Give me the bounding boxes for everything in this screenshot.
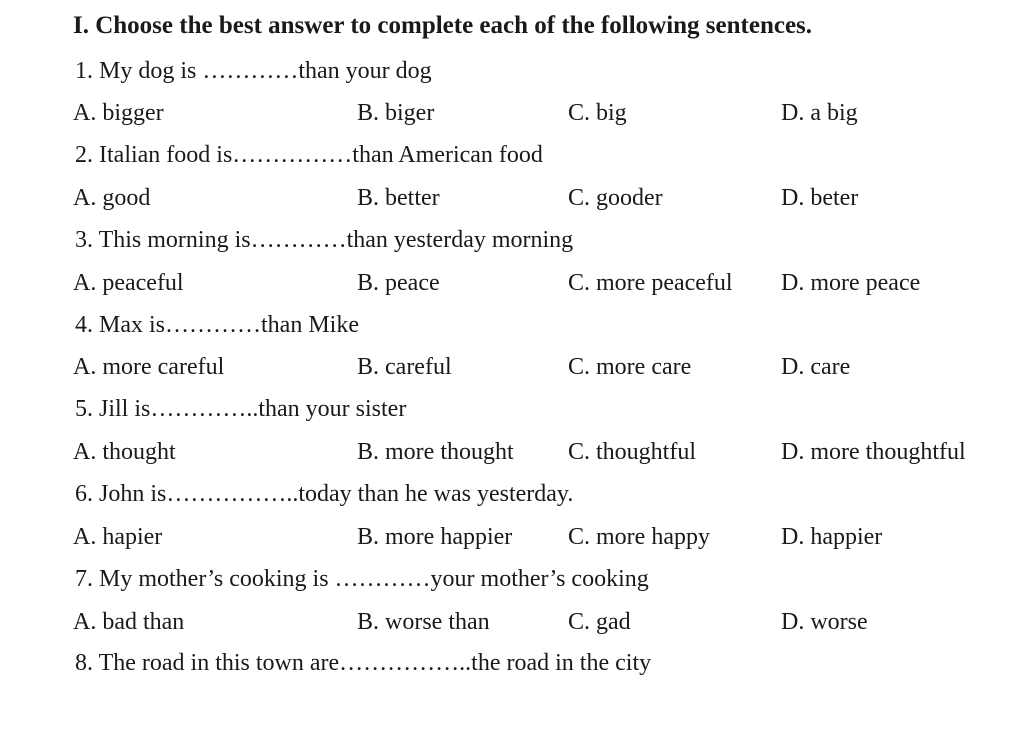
- question-2-option-d: D. beter: [781, 185, 859, 211]
- question-4: 4. Max is…………than Mike: [75, 312, 359, 338]
- question-2: 2. Italian food is……………than American food: [75, 142, 543, 168]
- question-7: 7. My mother’s cooking is …………your mother’s cooking: [75, 566, 649, 592]
- question-3-option-d: D. more peace: [781, 270, 921, 296]
- question-5-option-a: A. thought: [73, 439, 176, 465]
- question-1-option-b: B. biger: [357, 100, 435, 126]
- exercise-heading: I. Choose the best answer to complete each of the following sentences.: [73, 12, 813, 39]
- question-4-option-b: B. careful: [357, 354, 452, 380]
- question-2-option-b: B. better: [357, 185, 440, 211]
- question-6-option-a: A. hapier: [73, 524, 163, 550]
- question-7-option-b: B. worse than: [357, 609, 490, 635]
- question-2-option-c: C. gooder: [568, 185, 663, 211]
- question-4-option-a: A. more careful: [73, 354, 225, 380]
- question-6-option-c: C. more happy: [568, 524, 710, 550]
- question-5-option-b: B. more thought: [357, 439, 514, 465]
- question-5-option-c: C. thoughtful: [568, 439, 697, 465]
- question-3: 3. This morning is…………than yesterday morning: [75, 227, 574, 253]
- question-2-option-a: A. good: [73, 185, 151, 211]
- question-3-option-c: C. more peaceful: [568, 270, 733, 296]
- question-5: 5. Jill is…………..than your sister: [75, 396, 407, 422]
- question-1: 1. My dog is …………than your dog: [75, 58, 432, 84]
- question-6: 6. John is……………..today than he was yesterday.: [75, 481, 574, 507]
- question-6-option-b: B. more happier: [357, 524, 513, 550]
- question-1-option-d: D. a big: [781, 100, 858, 126]
- question-7-option-d: D. worse: [781, 609, 868, 635]
- question-6-option-d: D. happier: [781, 524, 883, 550]
- question-7-option-a: A. bad than: [73, 609, 185, 635]
- question-8: 8. The road in this town are……………..the road in the city: [75, 650, 652, 676]
- question-5-option-d: D. more thoughtful: [781, 439, 966, 465]
- question-4-option-c: C. more care: [568, 354, 692, 380]
- question-3-option-b: B. peace: [357, 270, 440, 296]
- question-3-option-a: A. peaceful: [73, 270, 184, 296]
- question-1-option-a: A. bigger: [73, 100, 164, 126]
- question-1-option-c: C. big: [568, 100, 627, 126]
- question-4-option-d: D. care: [781, 354, 851, 380]
- question-7-option-c: C. gad: [568, 609, 631, 635]
